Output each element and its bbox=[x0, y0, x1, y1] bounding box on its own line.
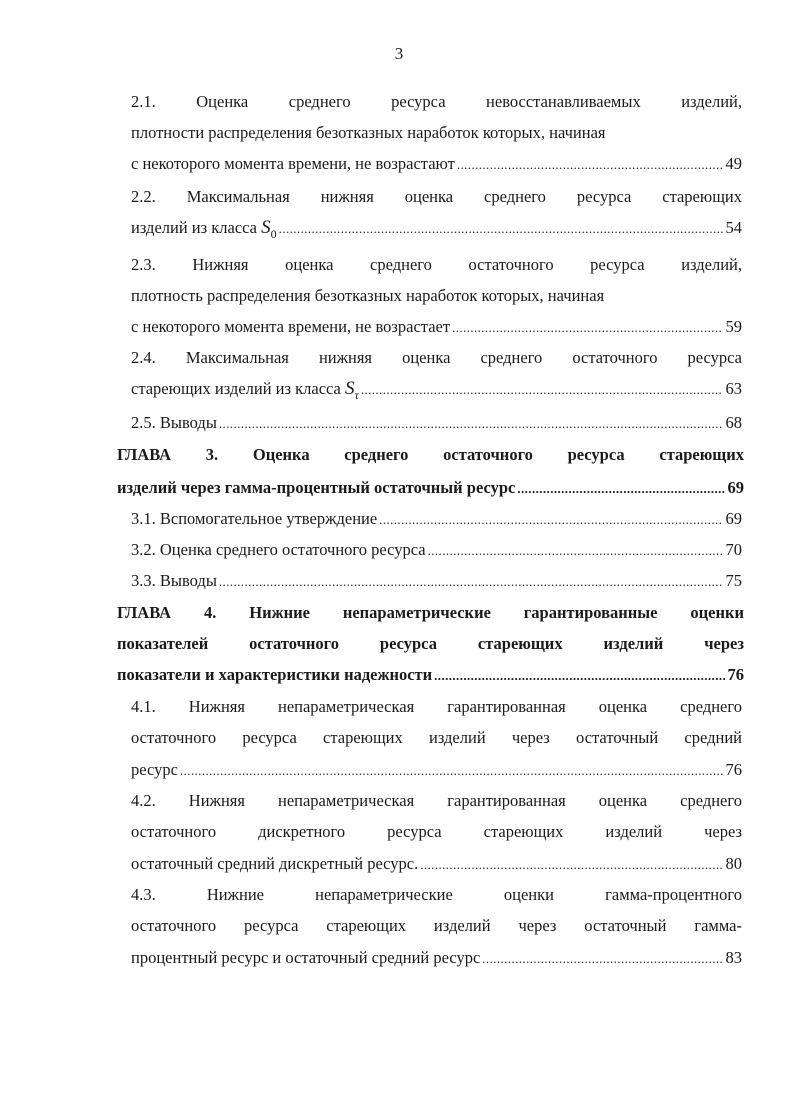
page-number: 3 bbox=[394, 44, 404, 63]
toc-entry-2-1-line-2: плотности распределения безотказных наработок которых, начиная bbox=[131, 123, 606, 142]
dot-leader bbox=[452, 316, 722, 340]
toc-chapter-3-line-2 bbox=[117, 476, 744, 500]
toc-entry-2-4-line-2 bbox=[131, 377, 742, 401]
toc-entry-4-2-line-2: остаточного дискретного ресурса стареющих изделий через bbox=[131, 822, 742, 841]
toc-entry-3-2-page: 70 bbox=[725, 540, 742, 559]
toc-chapter-4-line-3 bbox=[117, 663, 744, 687]
toc-entry-2-1-line-1: 2.1. Оценка среднего ресурса невосстанавливаемых изделий, bbox=[131, 92, 742, 111]
dot-leader bbox=[517, 477, 724, 501]
toc-entry-4-1-line-3 bbox=[131, 758, 742, 782]
toc-chapter-3-page: 69 bbox=[727, 478, 744, 497]
dot-leader bbox=[379, 508, 722, 532]
toc-entry-2-1-line-3 bbox=[131, 152, 742, 176]
dot-leader bbox=[482, 947, 722, 971]
toc-entry-3-1 bbox=[131, 507, 742, 531]
toc-entry-2-2-page: 54 bbox=[725, 218, 742, 237]
toc-entry-4-2-title-end: остаточный средний дискретный ресурс. bbox=[131, 854, 419, 873]
toc-entry-2-4-page: 63 bbox=[725, 379, 742, 398]
dot-leader bbox=[279, 217, 723, 241]
toc-entry-3-3-page: 75 bbox=[725, 571, 742, 590]
toc-chapter-4-page: 76 bbox=[727, 665, 744, 684]
toc-entry-2-3-line-2: плотность распределения безотказных наработок которых, начиная bbox=[131, 286, 605, 305]
toc-entry-4-3-line-3 bbox=[131, 946, 742, 970]
dot-leader bbox=[361, 378, 723, 402]
dot-leader bbox=[428, 539, 723, 563]
toc-entry-4-2-line-1: 4.2. Нижняя непараметрическая гарантированная оценка среднего bbox=[131, 791, 742, 810]
dot-leader bbox=[457, 153, 723, 177]
toc-entry-4-1-title-end: ресурс bbox=[131, 760, 178, 779]
toc-chapter-4-title-end: показатели и характеристики надежности bbox=[117, 665, 433, 684]
dot-leader bbox=[420, 853, 722, 877]
toc-entry-2-4-line-1: 2.4. Максимальная нижняя оценка среднего остаточного ресурса bbox=[131, 348, 742, 367]
toc-entry-4-3-title-end: процентный ресурс и остаточный средний ресурс bbox=[131, 948, 481, 967]
toc-entry-2-5-page: 68 bbox=[725, 413, 742, 432]
toc-entry-3-3-title: 3.3. Выводы bbox=[131, 571, 217, 590]
toc-chapter-3-title-end: изделий через гамма-процентный остаточный ресурс bbox=[117, 478, 516, 497]
toc-entry-2-2-line-2 bbox=[131, 216, 742, 240]
toc-entry-4-2-line-3 bbox=[131, 852, 742, 876]
toc-chapter-4-line-2: показателей остаточного ресурса стареющих изделий через bbox=[117, 634, 744, 653]
class-symbol-s0: $S_0$ bbox=[261, 217, 277, 241]
toc-entry-3-1-page: 69 bbox=[725, 509, 742, 528]
toc-entry-2-4-title-end: стареющих изделий из класса bbox=[131, 379, 341, 398]
toc-entry-3-1-title: 3.1. Вспомогательное утверждение bbox=[131, 509, 378, 528]
toc-entry-2-1-page: 49 bbox=[725, 154, 742, 173]
toc-entry-2-1-title-end: с некоторого момента времени, не возрастают bbox=[131, 154, 455, 173]
toc-entry-2-5-title: 2.5. Выводы bbox=[131, 413, 217, 432]
toc-entry-2-3-line-3 bbox=[131, 315, 742, 339]
dot-leader bbox=[180, 759, 723, 783]
toc-entry-4-1-line-2: остаточного ресурса стареющих изделий через остаточный средний bbox=[131, 728, 742, 747]
toc-entry-2-2-line-1: 2.2. Максимальная нижняя оценка среднего ресурса стареющих bbox=[131, 187, 742, 206]
toc-chapter-3-line-1: ГЛАВА 3. Оценка среднего остаточного ресурса стареющих bbox=[117, 445, 744, 464]
toc-entry-4-2-page: 80 bbox=[725, 854, 742, 873]
class-symbol-s-tau: $S_\tau$ bbox=[345, 378, 359, 402]
toc-entry-2-3-title-end: с некоторого момента времени, не возрастает bbox=[131, 317, 451, 336]
toc-entry-4-3-page: 83 bbox=[725, 948, 742, 967]
toc-entry-3-2 bbox=[131, 538, 742, 562]
toc-entry-4-1-page: 76 bbox=[725, 760, 742, 779]
toc-entry-4-3-line-1: 4.3. Нижние непараметрические оценки гамма-процентного bbox=[131, 885, 742, 904]
toc-entry-4-1-line-1: 4.1. Нижняя непараметрическая гарантированная оценка среднего bbox=[131, 697, 742, 716]
dot-leader bbox=[219, 412, 723, 436]
dot-leader bbox=[434, 664, 724, 688]
toc-entry-2-3-page: 59 bbox=[725, 317, 742, 336]
toc-entry-2-3-line-1: 2.3. Нижняя оценка среднего остаточного ресурса изделий, bbox=[131, 255, 742, 274]
toc-entry-2-2-title-end: изделий из класса bbox=[131, 218, 258, 237]
toc-entry-3-2-title: 3.2. Оценка среднего остаточного ресурса bbox=[131, 540, 426, 559]
toc-chapter-4-line-1: ГЛАВА 4. Нижние непараметрические гарантированные оценки bbox=[117, 603, 744, 622]
toc-entry-2-5 bbox=[131, 411, 742, 435]
toc-entry-3-3 bbox=[131, 569, 742, 593]
toc-entry-4-3-line-2: остаточного ресурса стареющих изделий через остаточный гамма- bbox=[131, 916, 742, 935]
dot-leader bbox=[219, 570, 723, 594]
